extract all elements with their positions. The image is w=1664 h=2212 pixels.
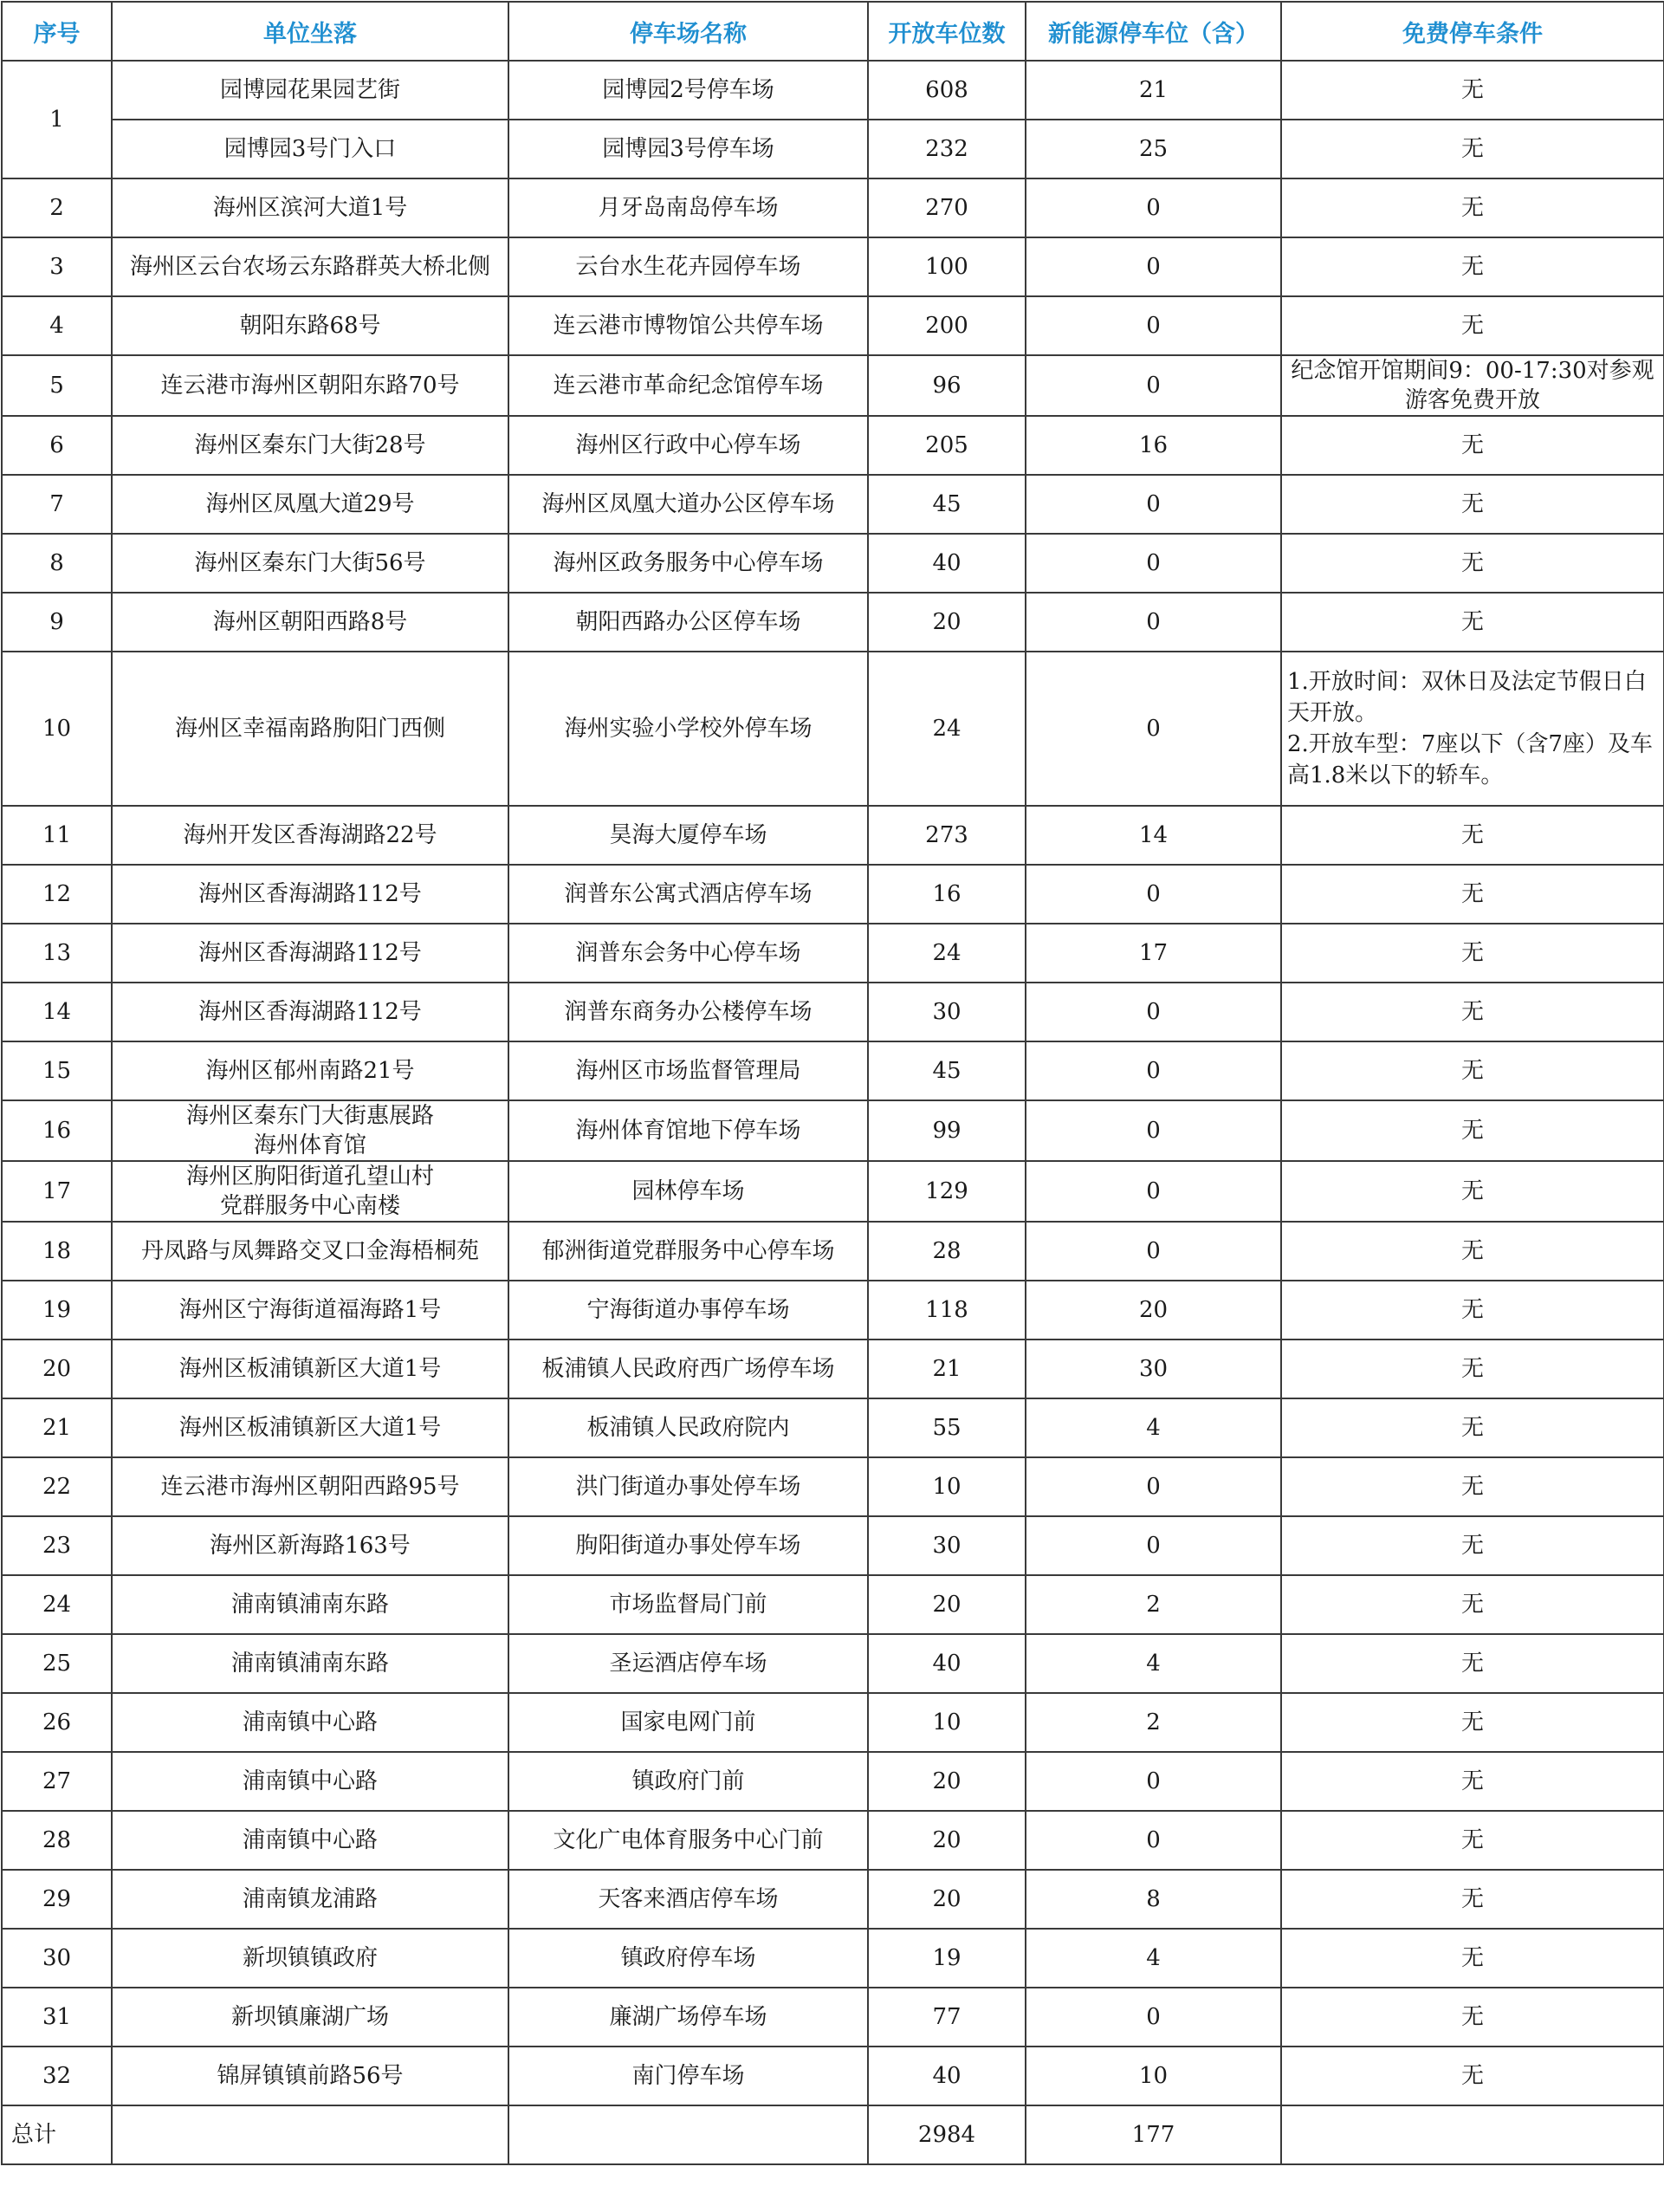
cell-location: 海州区秦东门大街28号 [112,416,508,475]
cell-location: 海州区郁州南路21号 [112,1041,508,1100]
table-row [2,1516,1664,1575]
table-row [2,1634,1664,1693]
cell-open-spaces: 24 [868,924,1026,983]
cell-location: 海州区板浦镇新区大道1号 [112,1340,508,1398]
cell-location: 丹凤路与凤舞路交叉口金海梧桐苑 [112,1222,508,1281]
cell-open-spaces: 10 [868,1457,1026,1516]
cell-no: 15 [2,1041,112,1100]
cell-parking-name: 朝阳西路办公区停车场 [508,593,868,652]
cell-location: 海州区云台农场云东路群英大桥北侧 [112,237,508,296]
cell-open-spaces: 20 [868,1811,1026,1870]
cell-parking-name: 板浦镇人民政府院内 [508,1398,868,1457]
cell-parking-name: 月牙岛南岛停车场 [508,178,868,237]
table-row [2,296,1664,355]
header-open-spaces: 开放车位数 [868,2,1026,61]
table-row [2,1281,1664,1340]
cell-open-spaces: 200 [868,296,1026,355]
cell-free-condition: 无 [1281,983,1664,1041]
table-row [2,355,1664,416]
table-row [2,2047,1664,2105]
cell-no: 31 [2,1988,112,2047]
table-row [2,178,1664,237]
cell-line: 2.开放车型：7座以下（含7座）及车高1.8米以下的轿车。 [1287,731,1653,788]
cell-open-spaces: 55 [868,1398,1026,1457]
total-ev: 177 [1026,2105,1281,2164]
table-row [2,1222,1664,1281]
cell-parking-name: 板浦镇人民政府西广场停车场 [508,1340,868,1398]
cell-free-condition: 无 [1281,2047,1664,2105]
table-row [2,1811,1664,1870]
cell-ev-spaces: 0 [1026,865,1281,924]
cell-no: 22 [2,1457,112,1516]
cell-parking-name: 市场监督局门前 [508,1575,868,1634]
cell-ev-spaces: 0 [1026,652,1281,806]
cell-ev-spaces: 0 [1026,593,1281,652]
cell-free-condition: 无 [1281,593,1664,652]
table-row [2,1575,1664,1634]
cell-parking-name: 天客来酒店停车场 [508,1870,868,1929]
cell-open-spaces: 30 [868,1516,1026,1575]
cell-location: 海州区朝阳西路8号 [112,593,508,652]
cell-parking-name: 园博园3号停车场 [508,120,868,178]
cell-line: 1.开放时间：双休日及法定节假日白天开放。 [1287,669,1647,726]
cell-no: 3 [2,237,112,296]
cell-parking-name: 廉湖广场停车场 [508,1988,868,2047]
cell-parking-name: 郁洲街道党群服务中心停车场 [508,1222,868,1281]
cell-free-condition: 无 [1281,296,1664,355]
cell-no: 18 [2,1222,112,1281]
cell-open-spaces: 16 [868,865,1026,924]
cell-parking-name: 昊海大厦停车场 [508,806,868,865]
cell-free-condition: 纪念馆开馆期间9：00-17:30对参观游客免费开放 [1281,355,1664,416]
cell-location: 海州区香海湖路112号 [112,983,508,1041]
cell-ev-spaces: 0 [1026,1041,1281,1100]
cell-open-spaces: 99 [868,1100,1026,1161]
cell-location: 浦南镇浦南东路 [112,1575,508,1634]
cell-open-spaces: 21 [868,1340,1026,1398]
cell-open-spaces: 270 [868,178,1026,237]
cell-location: 海州区幸福南路朐阳门西侧 [112,652,508,806]
cell-free-condition: 无 [1281,1398,1664,1457]
cell-ev-spaces: 14 [1026,806,1281,865]
cell-location: 新坝镇廉湖广场 [112,1988,508,2047]
cell-open-spaces: 129 [868,1161,1026,1222]
cell-ev-spaces: 30 [1026,1340,1281,1398]
cell-free-condition: 无 [1281,924,1664,983]
cell-line: 海州体育馆 [253,1132,366,1158]
cell-open-spaces: 20 [868,1870,1026,1929]
cell-parking-name: 海州区行政中心停车场 [508,416,868,475]
cell-open-spaces: 40 [868,1634,1026,1693]
total-empty [112,2105,508,2164]
cell-open-spaces: 20 [868,593,1026,652]
cell-location [112,1161,508,1222]
cell-parking-name: 镇政府停车场 [508,1929,868,1988]
cell-open-spaces: 205 [868,416,1026,475]
cell-parking-name: 国家电网门前 [508,1693,868,1752]
cell-location: 海州区香海湖路112号 [112,924,508,983]
table-row [2,534,1664,593]
cell-ev-spaces: 0 [1026,983,1281,1041]
cell-no: 17 [2,1161,112,1222]
cell-no: 13 [2,924,112,983]
cell-ev-spaces: 0 [1026,1516,1281,1575]
table-row [2,1161,1664,1222]
table-row [2,865,1664,924]
cell-no: 28 [2,1811,112,1870]
cell-free-condition: 无 [1281,1575,1664,1634]
cell-free-condition: 无 [1281,1340,1664,1398]
cell-open-spaces: 28 [868,1222,1026,1281]
cell-no: 16 [2,1100,112,1161]
cell-parking-name: 文化广电体育服务中心门前 [508,1811,868,1870]
cell-ev-spaces: 0 [1026,1457,1281,1516]
cell-no: 10 [2,652,112,806]
cell-no: 8 [2,534,112,593]
table-row [2,1398,1664,1457]
cell-ev-spaces: 0 [1026,1100,1281,1161]
table-row [2,924,1664,983]
cell-ev-spaces: 4 [1026,1634,1281,1693]
cell-ev-spaces: 0 [1026,475,1281,534]
cell-parking-name: 海州区凤凰大道办公区停车场 [508,475,868,534]
cell-location: 园博园花果园艺街 [112,61,508,120]
table-row [2,1988,1664,2047]
cell-open-spaces: 30 [868,983,1026,1041]
cell-parking-name: 海州实验小学校外停车场 [508,652,868,806]
cell-free-condition: 无 [1281,120,1664,178]
cell-line: 党群服务中心南楼 [219,1193,400,1219]
cell-location: 海州开发区香海湖路22号 [112,806,508,865]
cell-open-spaces: 232 [868,120,1026,178]
cell-no: 5 [2,355,112,416]
cell-location: 园博园3号门入口 [112,120,508,178]
cell-ev-spaces: 20 [1026,1281,1281,1340]
cell-parking-name: 海州区市场监督管理局 [508,1041,868,1100]
cell-location: 海州区香海湖路112号 [112,865,508,924]
cell-location: 海州区秦东门大街56号 [112,534,508,593]
cell-open-spaces: 20 [868,1752,1026,1811]
cell-free-condition: 无 [1281,865,1664,924]
cell-parking-name: 洪门街道办事处停车场 [508,1457,868,1516]
cell-parking-name: 园林停车场 [508,1161,868,1222]
cell-ev-spaces: 4 [1026,1398,1281,1457]
cell-ev-spaces: 0 [1026,1988,1281,2047]
cell-free-condition: 无 [1281,1516,1664,1575]
cell-no: 1 [2,61,112,178]
cell-location: 浦南镇浦南东路 [112,1634,508,1693]
cell-parking-name: 镇政府门前 [508,1752,868,1811]
table-row [2,237,1664,296]
cell-parking-name: 连云港市革命纪念馆停车场 [508,355,868,416]
cell-open-spaces: 96 [868,355,1026,416]
cell-ev-spaces: 0 [1026,1811,1281,1870]
cell-free-condition: 无 [1281,534,1664,593]
table-row [2,593,1664,652]
cell-ev-spaces: 0 [1026,237,1281,296]
cell-free-condition: 无 [1281,1988,1664,2047]
cell-location: 海州区宁海街道福海路1号 [112,1281,508,1340]
cell-free-condition: 无 [1281,1870,1664,1929]
cell-open-spaces: 24 [868,652,1026,806]
header-row [2,2,1664,61]
total-row [2,2105,1664,2164]
cell-no: 23 [2,1516,112,1575]
header-free-condition: 免费停车条件 [1281,2,1664,61]
cell-open-spaces: 45 [868,475,1026,534]
cell-parking-name: 云台水生花卉园停车场 [508,237,868,296]
cell-no: 19 [2,1281,112,1340]
cell-no: 20 [2,1340,112,1398]
cell-no: 14 [2,983,112,1041]
cell-free-condition: 无 [1281,1222,1664,1281]
table-row [2,1870,1664,1929]
cell-parking-name: 润普东会务中心停车场 [508,924,868,983]
cell-location: 海州区板浦镇新区大道1号 [112,1398,508,1457]
cell-open-spaces: 19 [868,1929,1026,1988]
cell-line: 海州区秦东门大街惠展路 [185,1103,434,1129]
cell-no: 26 [2,1693,112,1752]
header-no: 序号 [2,2,112,61]
cell-no: 11 [2,806,112,865]
table-row [2,475,1664,534]
cell-no: 9 [2,593,112,652]
cell-free-condition: 无 [1281,1161,1664,1222]
header-parking-name: 停车场名称 [508,2,868,61]
cell-open-spaces: 608 [868,61,1026,120]
cell-free-condition: 无 [1281,1634,1664,1693]
cell-free-condition: 无 [1281,178,1664,237]
table-row [2,1752,1664,1811]
cell-free-condition: 无 [1281,237,1664,296]
cell-open-spaces: 40 [868,534,1026,593]
cell-ev-spaces: 0 [1026,1222,1281,1281]
table-row [2,1340,1664,1398]
cell-open-spaces: 100 [868,237,1026,296]
cell-open-spaces: 77 [868,1988,1026,2047]
cell-no: 6 [2,416,112,475]
cell-open-spaces: 10 [868,1693,1026,1752]
table-row [2,61,1664,120]
table-row [2,1929,1664,1988]
cell-free-condition: 无 [1281,1752,1664,1811]
cell-ev-spaces: 21 [1026,61,1281,120]
cell-no: 4 [2,296,112,355]
table-row [2,652,1664,806]
cell-parking-name: 圣运酒店停车场 [508,1634,868,1693]
cell-ev-spaces: 17 [1026,924,1281,983]
table-row [2,983,1664,1041]
cell-no: 21 [2,1398,112,1457]
cell-no: 2 [2,178,112,237]
cell-free-condition: 无 [1281,416,1664,475]
cell-free-condition: 无 [1281,1929,1664,1988]
cell-no: 7 [2,475,112,534]
total-spaces: 2984 [868,2105,1026,2164]
cell-parking-name: 润普东商务办公楼停车场 [508,983,868,1041]
cell-location: 浦南镇龙浦路 [112,1870,508,1929]
cell-parking-name: 园博园2号停车场 [508,61,868,120]
cell-location: 连云港市海州区朝阳东路70号 [112,355,508,416]
cell-ev-spaces: 0 [1026,1752,1281,1811]
cell-location: 海州区凤凰大道29号 [112,475,508,534]
table-row [2,1041,1664,1100]
cell-no: 27 [2,1752,112,1811]
total-empty [1281,2105,1664,2164]
cell-location: 浦南镇中心路 [112,1811,508,1870]
cell-location: 连云港市海州区朝阳西路95号 [112,1457,508,1516]
table-row [2,1100,1664,1161]
table-row [2,416,1664,475]
cell-ev-spaces: 16 [1026,416,1281,475]
cell-open-spaces: 45 [868,1041,1026,1100]
cell-free-condition [1281,652,1664,806]
cell-free-condition: 无 [1281,806,1664,865]
total-label: 总计 [2,2105,112,2164]
header-ev-spaces: 新能源停车位（含） [1026,2,1281,61]
cell-no: 12 [2,865,112,924]
cell-location [112,1100,508,1161]
table-row [2,1457,1664,1516]
cell-location: 新坝镇镇政府 [112,1929,508,1988]
cell-parking-name: 连云港市博物馆公共停车场 [508,296,868,355]
cell-ev-spaces: 0 [1026,534,1281,593]
cell-free-condition: 无 [1281,1100,1664,1161]
cell-open-spaces: 20 [868,1575,1026,1634]
cell-parking-name: 南门停车场 [508,2047,868,2105]
cell-ev-spaces: 0 [1026,355,1281,416]
cell-free-condition: 无 [1281,1811,1664,1870]
cell-parking-name: 润普东公寓式酒店停车场 [508,865,868,924]
cell-parking-name: 海州区政务服务中心停车场 [508,534,868,593]
cell-free-condition: 无 [1281,61,1664,120]
table-body [2,61,1664,2164]
cell-ev-spaces: 25 [1026,120,1281,178]
table-row [2,120,1664,178]
cell-open-spaces: 40 [868,2047,1026,2105]
cell-ev-spaces: 4 [1026,1929,1281,1988]
cell-ev-spaces: 0 [1026,178,1281,237]
cell-location: 海州区滨河大道1号 [112,178,508,237]
cell-ev-spaces: 0 [1026,1161,1281,1222]
cell-no: 25 [2,1634,112,1693]
cell-ev-spaces: 10 [1026,2047,1281,2105]
cell-no: 24 [2,1575,112,1634]
cell-parking-name: 海州体育馆地下停车场 [508,1100,868,1161]
cell-location: 浦南镇中心路 [112,1693,508,1752]
total-empty [508,2105,868,2164]
cell-free-condition: 无 [1281,1041,1664,1100]
cell-ev-spaces: 8 [1026,1870,1281,1929]
cell-ev-spaces: 2 [1026,1575,1281,1634]
cell-free-condition: 无 [1281,1457,1664,1516]
cell-location: 朝阳东路68号 [112,296,508,355]
cell-location: 海州区新海路163号 [112,1516,508,1575]
cell-no: 30 [2,1929,112,1988]
table-row [2,1693,1664,1752]
cell-no: 29 [2,1870,112,1929]
cell-ev-spaces: 0 [1026,296,1281,355]
cell-free-condition: 无 [1281,1281,1664,1340]
table-row [2,806,1664,865]
header-location: 单位坐落 [112,2,508,61]
cell-parking-name: 宁海街道办事停车场 [508,1281,868,1340]
cell-no: 32 [2,2047,112,2105]
cell-line: 海州区朐阳街道孔望山村 [185,1164,434,1190]
parking-table [1,1,1664,2165]
cell-open-spaces: 118 [868,1281,1026,1340]
cell-parking-name: 朐阳街道办事处停车场 [508,1516,868,1575]
cell-location: 浦南镇中心路 [112,1752,508,1811]
cell-location: 锦屏镇镇前路56号 [112,2047,508,2105]
cell-free-condition: 无 [1281,1693,1664,1752]
cell-free-condition: 无 [1281,475,1664,534]
cell-open-spaces: 273 [868,806,1026,865]
cell-ev-spaces: 2 [1026,1693,1281,1752]
